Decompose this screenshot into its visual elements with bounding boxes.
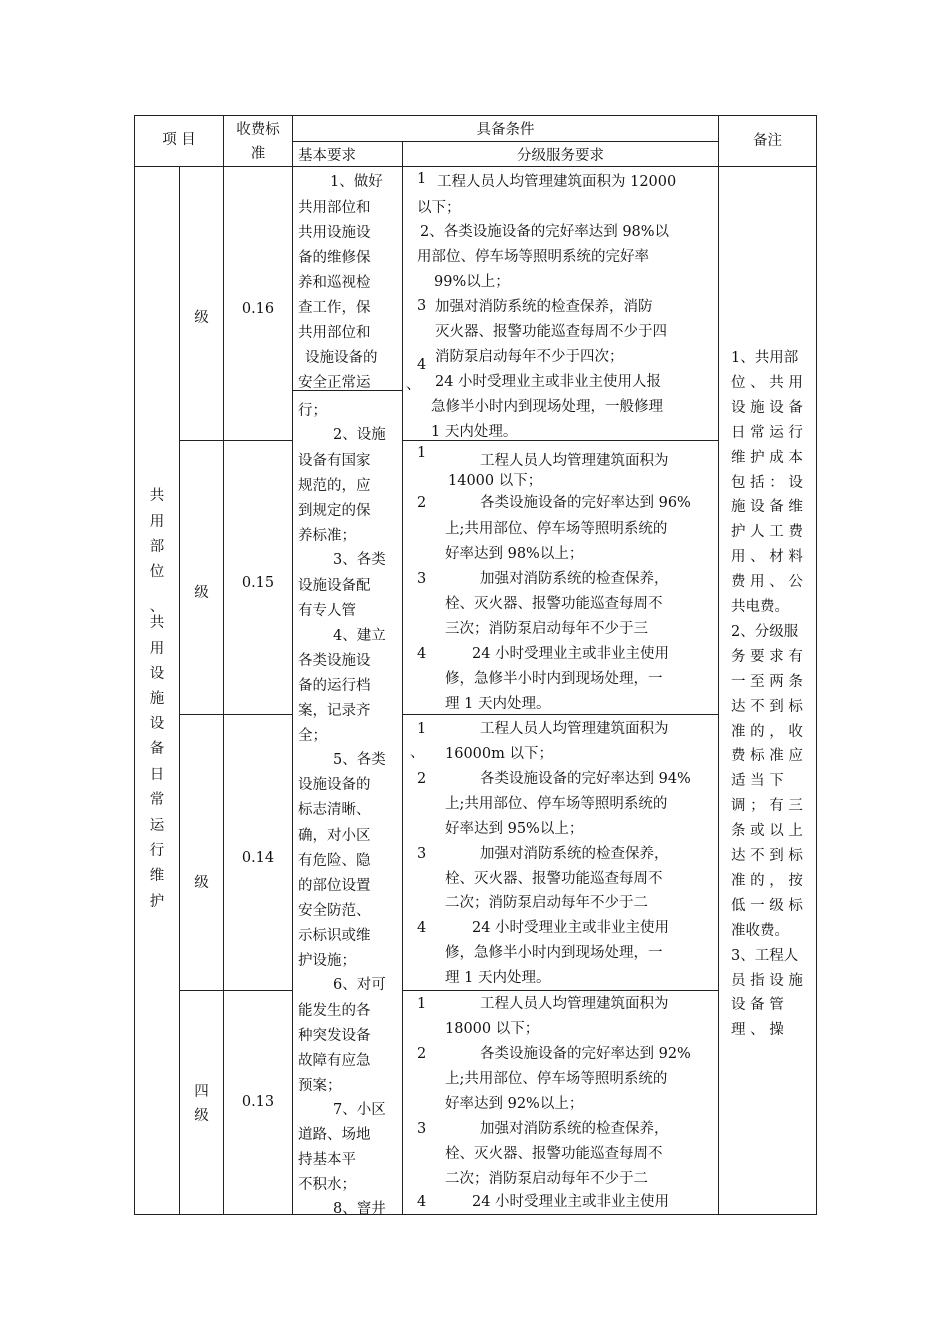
remark-line: 一 至 两 条 (731, 673, 803, 690)
level-1-label: 级 (194, 310, 209, 326)
graded-line: 上;共用部位、停车场等照明系统的 (445, 521, 668, 537)
remark-line: 设 备 管 (731, 997, 784, 1014)
graded-line: 18000 以下； (445, 1021, 540, 1037)
basic-line: 全； (298, 728, 327, 744)
category-char: 备 (149, 741, 165, 757)
basic-line: 备的运行档 (298, 678, 371, 694)
basic-line: 行； (298, 403, 327, 419)
rule-header-bottom (134, 166, 817, 167)
basic-line: 能发生的各 (298, 1003, 371, 1019)
graded-line: 3 (417, 846, 427, 862)
category-char: 运 (149, 818, 165, 834)
basic-line: 4、建立 (333, 628, 386, 644)
table-border-bottom (134, 1214, 817, 1215)
graded-line: 二次；消防泵启动每年不少于二 (445, 895, 648, 911)
basic-line: 道路、场地 (298, 1127, 371, 1143)
graded-line: 三次；消防泵启动每年不少于三 (445, 621, 648, 637)
category-char: 、 (149, 599, 165, 615)
basic-line: 持基本平 (298, 1152, 356, 1168)
header-fee-standard-l1: 收费标 (236, 122, 280, 138)
graded-line: 24 小时受理业主或非业主使用 (472, 1194, 670, 1210)
graded-line: 加强对消防系统的检查保养，消防 (435, 299, 653, 315)
graded-line: 用部位、停车场等照明系统的完好率 (417, 249, 649, 265)
basic-line: 不积水； (298, 1177, 356, 1193)
header-conditions: 具备条件 (476, 122, 535, 138)
basic-line: 5、各类 (333, 752, 386, 768)
rule-level1-bottom (179, 440, 293, 441)
level-4-label-l2: 级 (194, 1108, 209, 1124)
remark-line: 维 护 成 本 (731, 449, 803, 466)
basic-line: 设施设备的 (305, 350, 378, 366)
level-2-fee: 0.15 (241, 575, 275, 591)
remark-line: 达 不 到 标 (731, 698, 803, 715)
header-fee-standard-l2: 准 (250, 146, 266, 162)
basic-line: 7、小区 (333, 1102, 386, 1118)
category-char: 设 (149, 666, 165, 682)
graded-line: 、 (406, 377, 421, 393)
basic-line: 设施设备配 (298, 578, 371, 594)
graded-line: 修，急修半小时内到现场处理，一 (445, 671, 663, 687)
table-border-right (816, 115, 817, 1215)
graded-line: 理 1 天内处理。 (445, 696, 551, 712)
graded-line: 工程人员人均管理建筑面积为 (480, 453, 669, 469)
basic-line: 各类设施设 (298, 653, 371, 669)
level-4-label-l1: 四 (194, 1084, 209, 1100)
remark-line: 日 常 运 行 (731, 424, 803, 441)
rule-col-basic (402, 141, 403, 1215)
basic-line: 共用部位和 (298, 325, 371, 341)
graded-line: 、 (410, 745, 425, 761)
graded-line: 栓、灭火器、报警功能巡查每周不 (445, 596, 663, 612)
remark-line: 费 标 准 应 (731, 748, 803, 765)
table-border-left (134, 115, 135, 1215)
category-char: 施 (149, 691, 165, 707)
header-item: 项 目 (162, 132, 196, 148)
graded-line: 1 (417, 171, 427, 187)
basic-line: 故障有应急 (298, 1053, 371, 1069)
graded-line: 3 (417, 1121, 427, 1137)
basic-line: 案，记录齐 (298, 703, 371, 719)
remark-line: 1、共用部 (731, 350, 799, 366)
graded-line: 1 (417, 996, 427, 1012)
graded-line: 1 (417, 721, 427, 737)
level-3-fee: 0.14 (241, 850, 275, 866)
graded-line: 各类设施设备的完好率达到 96% (480, 495, 691, 511)
basic-line: 共用部位和 (298, 200, 371, 216)
basic-line: 有专人管 (298, 603, 356, 619)
basic-line: 养和巡视检 (298, 275, 371, 291)
remark-line: 共电费。 (731, 599, 789, 615)
basic-line: 确，对小区 (298, 828, 371, 844)
remark-line: 护 人 工 费 (731, 524, 803, 541)
level-2-label: 级 (194, 585, 209, 601)
level-1-fee: 0.16 (241, 301, 275, 317)
category-char: 设 (149, 716, 165, 732)
category-char: 常 (149, 792, 165, 808)
category-char: 用 (149, 514, 165, 530)
graded-line: 2、各类设施设备的完好率达到 98%以 (420, 224, 670, 240)
graded-line: 栓、灭火器、报警功能巡查每周不 (445, 1146, 663, 1162)
remark-line: 设 施 设 备 (731, 399, 803, 416)
graded-line: 各类设施设备的完好率达到 92% (480, 1046, 691, 1062)
graded-line: 加强对消防系统的检查保养， (480, 846, 669, 862)
category-char: 共 (149, 488, 165, 504)
remark-line: 达 不 到 标 (731, 848, 803, 864)
category-char: 护 (149, 894, 165, 910)
basic-line: 8、窨井 (333, 1201, 386, 1217)
graded-line: 3 (417, 298, 427, 314)
basic-line: 3、各类 (333, 552, 386, 568)
category-char: 维 (149, 868, 165, 884)
basic-line: 有危险、隐 (298, 853, 371, 869)
basic-line: 备的维修保 (298, 250, 371, 266)
rule-col-item (223, 115, 224, 1215)
basic-line: 规范的，应 (298, 478, 371, 494)
graded-line: 急修半小时内到现场处理，一般修理 (431, 399, 663, 415)
rule-col-graded (718, 115, 719, 1215)
graded-line: 4 (417, 357, 427, 373)
graded-line: 24 小时受理业主或非业主使用人报 (435, 374, 662, 390)
basic-line: 示标识或维 (298, 928, 371, 944)
graded-line: 2 (417, 495, 427, 511)
graded-line: 上;共用部位、停车场等照明系统的 (445, 796, 668, 812)
graded-line: 4 (417, 646, 427, 662)
remark-line: 2、分级服 (731, 623, 799, 640)
category-char: 日 (149, 767, 165, 783)
graded-line: 24 小时受理业主或非业主使用 (472, 646, 670, 662)
graded-line: 24 小时受理业主或非业主使用 (472, 920, 670, 936)
basic-line: 安全正常运 (298, 375, 371, 391)
remark-line: 用 、 材 料 (731, 549, 803, 566)
graded-line: 以下； (417, 200, 461, 216)
basic-line: 共用设施设 (298, 225, 371, 241)
category-char: 用 (149, 641, 165, 657)
header-basic-requirements: 基本要求 (298, 148, 356, 164)
basic-line: 预案； (298, 1078, 342, 1094)
graded-line: 工程人员人均管理建筑面积为 12000 (437, 174, 677, 190)
basic-line: 设备有国家 (298, 453, 371, 469)
graded-line: 2 (417, 771, 427, 787)
basic-line: 到规定的保 (298, 503, 371, 519)
graded-line: 上;共用部位、停车场等照明系统的 (445, 1071, 668, 1087)
basic-line: 安全防范、 (298, 903, 371, 919)
remark-line: 员 指 设 施 (731, 972, 803, 989)
category-char: 行 (149, 843, 165, 859)
remark-line: 适 当 下 (731, 773, 784, 790)
rule-conditions (292, 141, 719, 142)
header-graded-requirements: 分级服务要求 (517, 148, 604, 164)
table-border-top (134, 115, 817, 116)
basic-line: 6、对可 (333, 977, 386, 993)
graded-line: 理 1 天内处理。 (445, 970, 551, 986)
graded-line: 工程人员人均管理建筑面积为 (480, 996, 669, 1012)
basic-line: 2、设施 (333, 427, 386, 443)
graded-line: 1 天内处理。 (431, 424, 518, 440)
remark-line: 准 的 ， 按 (731, 872, 803, 889)
remark-line: 包 括 ： 设 (731, 474, 803, 491)
rule-level2-graded-bottom (402, 714, 719, 715)
remark-line: 位 、 共 用 (731, 374, 803, 391)
graded-line: 工程人员人均管理建筑面积为 (480, 721, 669, 737)
graded-line: 好率达到 98%以上； (445, 546, 584, 562)
rule-level3-graded-bottom (402, 990, 719, 991)
basic-line: 标志清晰、 (298, 802, 371, 818)
graded-line: 修，急修半小时内到现场处理，一 (445, 945, 663, 961)
remark-line: 低 一 级 标 (731, 897, 803, 914)
graded-line: 各类设施设备的完好率达到 94% (480, 771, 691, 787)
rule-col-fee (292, 115, 293, 1215)
remark-line: 调 ； 有 三 (731, 798, 803, 815)
category-char: 共 (149, 615, 165, 631)
remark-line: 准 的 ， 收 (731, 723, 803, 740)
rule-level3-bottom (179, 990, 293, 991)
remark-line: 理 、 操 (731, 1022, 784, 1039)
graded-line: 3 (417, 571, 427, 587)
category-char: 部 (149, 539, 165, 555)
basic-line: 护设施； (298, 953, 356, 969)
graded-line: 99%以上； (434, 274, 510, 290)
graded-line: 16000m 以下； (445, 746, 553, 762)
basic-line: 的部位设置 (298, 878, 371, 894)
basic-line: 种突发设备 (298, 1028, 371, 1044)
basic-line: 设施设备的 (298, 777, 371, 793)
graded-line: 二次；消防泵启动每年不少于二 (445, 1171, 648, 1187)
rule-level2-bottom (179, 714, 293, 715)
graded-line: 2 (417, 1046, 427, 1062)
category-char: 位 (149, 564, 165, 580)
graded-line: 1 (417, 445, 427, 461)
graded-line: 加强对消防系统的检查保养， (480, 1121, 669, 1137)
graded-line: 4 (417, 920, 427, 936)
level-4-fee: 0.13 (241, 1094, 275, 1110)
graded-line: 消防泵启动每年不少于四次； (435, 349, 624, 365)
remark-line: 施 设 备 维 (731, 499, 803, 516)
graded-line: 栓、灭火器、报警功能巡查每周不 (445, 871, 663, 887)
remark-line: 费 用 、 公 (731, 574, 803, 591)
graded-line: 加强对消防系统的检查保养， (480, 571, 669, 587)
header-remarks: 备注 (753, 133, 782, 149)
graded-line: 好率达到 92%以上； (445, 1096, 584, 1112)
level-3-label: 级 (194, 875, 209, 891)
remark-line: 条 或 以 上 (731, 823, 803, 840)
graded-line: 14000 以下； (448, 473, 543, 489)
basic-line: 1、做好 (330, 174, 383, 190)
remark-line: 务 要 求 有 (731, 648, 803, 665)
graded-line: 4 (417, 1194, 427, 1210)
basic-line: 查工作，保 (298, 300, 371, 316)
remark-line: 3、工程人 (731, 947, 799, 964)
graded-line: 灭火器、报警功能巡查每周不少于四 (435, 324, 667, 340)
remark-line: 准收费。 (731, 922, 789, 939)
basic-line: 养标准； (298, 528, 356, 544)
graded-line: 好率达到 95%以上； (445, 821, 584, 837)
